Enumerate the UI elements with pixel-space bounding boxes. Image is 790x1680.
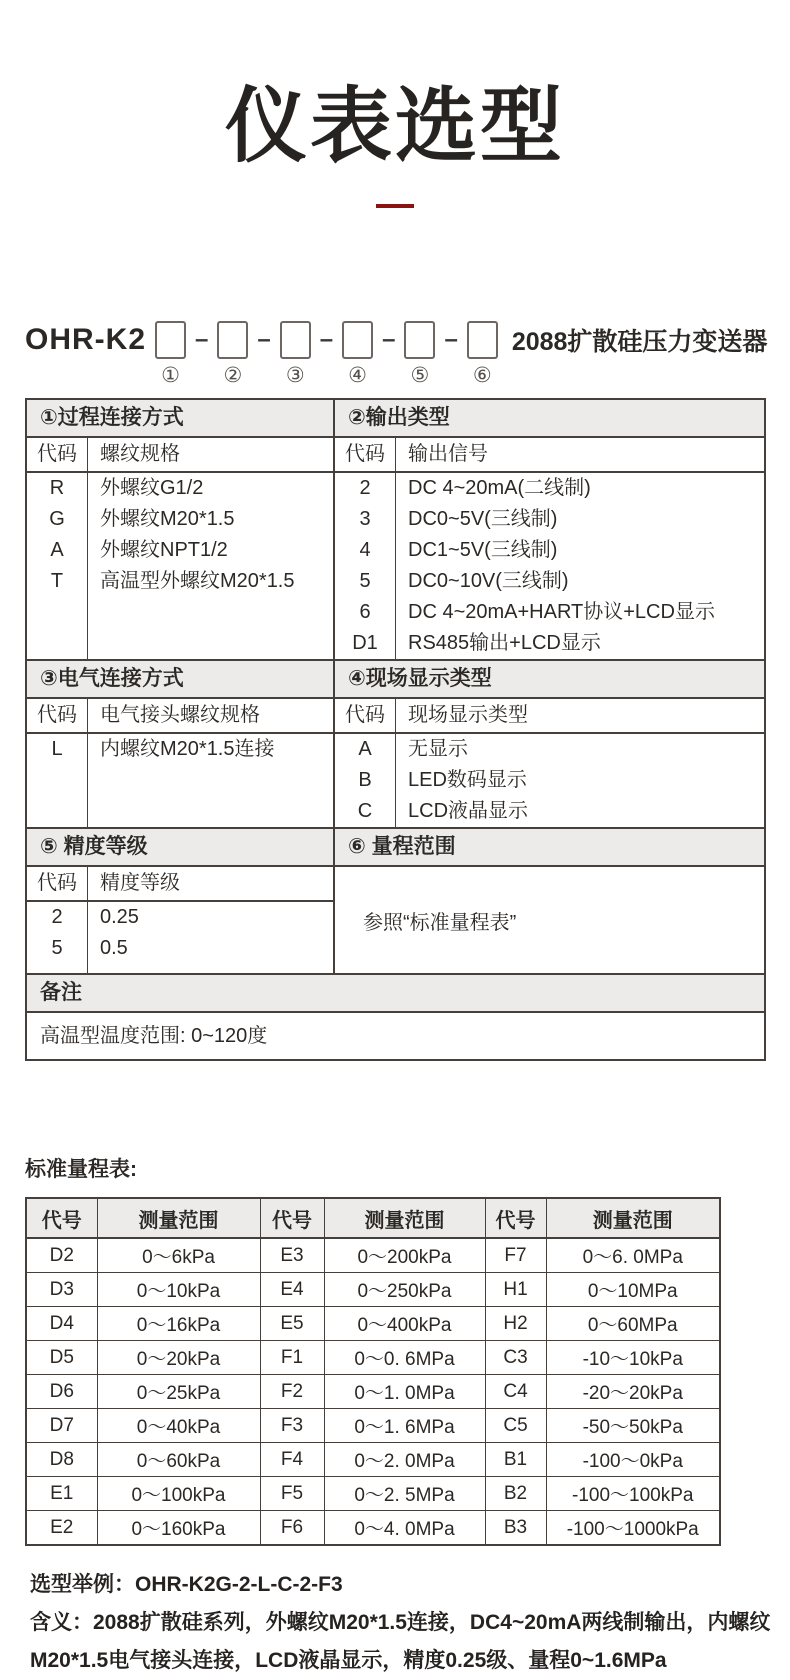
code-cell: 3 [359,508,371,531]
code-cell: R [49,477,65,500]
range-col-header: 代号 [260,1198,324,1238]
desc-cell: RS485输出+LCD显示 [408,632,601,655]
range-code-cell: E5 [260,1307,324,1341]
range-code-cell: E4 [260,1273,324,1307]
code-cell: 5 [359,570,371,593]
position-labels [155,356,498,394]
code-cell: C [357,800,373,823]
range-value-cell: 0～20kPa [97,1341,260,1375]
range-value-cell: 0～1. 0MPa [324,1375,485,1409]
range-table-row [26,1273,720,1307]
range-code-cell: D4 [26,1307,97,1341]
desc-cell: 外螺纹G1/2 [100,477,204,500]
range-value-cell: -100～100kPa [546,1477,720,1511]
code-cell: G [49,508,65,531]
table-row [335,796,764,827]
col-header-desc: 电气接头螺纹规格 [100,704,260,727]
range-table-label: 标准量程表: [25,1158,137,1182]
table-row [27,933,333,964]
range-table-row [26,1341,720,1375]
range-value-cell: 0～40kPa [97,1409,260,1443]
section-3-cell [27,699,333,827]
range-code-cell: F6 [260,1511,324,1546]
desc-cell: 外螺纹M20*1.5 [100,508,235,531]
section-5-subheader [27,867,333,902]
section-1-subheader [27,438,333,473]
desc-cell: LCD液晶显示 [408,800,529,823]
range-col-header: 测量范围 [97,1198,260,1238]
range-value-cell: -100～0kPa [546,1443,720,1477]
range-table-row [26,1238,720,1273]
table-row [335,628,764,659]
section-4-cell [333,699,764,827]
range-col-header: 代号 [26,1198,97,1238]
range-table-row [26,1443,720,1477]
table-row [27,504,333,535]
code-column-divider [87,699,88,827]
col-header-code: 代码 [37,872,77,895]
range-value-cell: -100～1000kPa [546,1511,720,1546]
col-header-code: 代码 [37,704,77,727]
dash-separator: – [195,326,209,354]
range-col-header: 测量范围 [324,1198,485,1238]
range-value-cell: 0～1. 6MPa [324,1409,485,1443]
range-value-cell: 0～0. 6MPa [324,1341,485,1375]
col-header-code: 代码 [345,704,385,727]
section-1-cell [27,438,333,659]
desc-cell: 0.5 [100,937,128,960]
code-cell: B [358,769,372,792]
desc-cell: 0.25 [100,906,139,929]
table-row [27,734,333,765]
range-value-cell: 0～16kPa [97,1307,260,1341]
range-value-cell: 0～25kPa [97,1375,260,1409]
section-5-rows [27,902,333,964]
col-header-desc: 输出信号 [408,443,488,466]
range-code-cell: C5 [485,1409,546,1443]
selection-example: 选型举例：OHR-K2G-2-L-C-2-F3 [30,1573,343,1597]
code-cell: 5 [51,937,63,960]
standard-range-table [25,1197,721,1546]
col-header-desc: 螺纹规格 [100,443,180,466]
range-value-cell: 0～160kPa [97,1511,260,1546]
dash-separator: – [257,326,271,354]
title-accent-line [376,204,414,208]
remark-title: 备注 [40,981,82,1005]
col-header-desc: 现场显示类型 [408,704,528,727]
section-body-3 [27,867,764,973]
table-row [335,597,764,628]
range-code-cell: F1 [260,1341,324,1375]
range-code-cell: E2 [26,1511,97,1546]
range-value-cell: 0～60kPa [97,1443,260,1477]
range-code-cell: C3 [485,1341,546,1375]
table-row [27,473,333,504]
range-code-cell: F5 [260,1477,324,1511]
desc-cell: 外螺纹NPT1/2 [100,539,228,562]
range-code-cell: F3 [260,1409,324,1443]
range-value-cell: 0～400kPa [324,1307,485,1341]
range-table-row [26,1511,720,1546]
range-value-cell: 0～10kPa [97,1273,260,1307]
range-code-cell: E3 [260,1238,324,1273]
range-value-cell: -10～10kPa [546,1341,720,1375]
section-body-1 [27,438,764,659]
range-code-cell: F7 [485,1238,546,1273]
section-header-band-2 [27,659,764,699]
model-code-line [25,320,790,360]
range-value-cell: 0～60MPa [546,1307,720,1341]
range-reference-note: 参照“标准量程表” [363,911,517,934]
range-code-cell: C4 [485,1375,546,1409]
position-label-2: ② [223,363,243,387]
code-cell: 6 [359,601,371,624]
range-value-cell: 0～2. 5MPa [324,1477,485,1511]
range-table-row [26,1477,720,1511]
range-value-cell: 0～6. 0MPa [546,1238,720,1273]
table-row [335,504,764,535]
range-value-cell: -20～20kPa [546,1375,720,1409]
section-3-subheader [27,699,333,734]
model-code-box-4 [342,321,373,359]
code-cell: D1 [352,632,378,655]
model-code-box-1 [155,321,186,359]
model-code-boxes [155,321,498,359]
range-code-cell: D2 [26,1238,97,1273]
position-label-3: ③ [285,363,305,387]
table-row [335,765,764,796]
table-row [27,535,333,566]
dash-separator: – [319,326,334,354]
code-cell: L [51,738,63,761]
footer-notes [30,1566,780,1680]
section-3-title: ③电气连接方式 [40,667,184,691]
table-row [335,535,764,566]
range-header-row [26,1198,720,1238]
desc-cell: DC1~5V(三线制) [408,539,558,562]
code-cell: 2 [359,477,371,500]
range-value-cell: 0～10MPa [546,1273,720,1307]
section-3-rows [27,734,333,765]
desc-cell: 高温型外螺纹M20*1.5 [100,570,295,593]
section-6-title: ⑥ 量程范围 [333,829,764,865]
position-label-1: ① [161,363,180,387]
model-code-box-3 [280,321,311,359]
desc-cell: DC0~5V(三线制) [408,508,558,531]
remark-text: 高温型温度范围: 0~120度 [40,1025,268,1048]
model-code-box-6 [467,321,498,359]
col-header-desc: 精度等级 [100,872,180,895]
range-value-cell: 0～100kPa [97,1477,260,1511]
model-code-box-5 [404,321,435,359]
section-5-cell [27,867,333,973]
code-cell: 2 [51,906,63,929]
section-header-band-1 [27,400,764,438]
section-6-cell [333,867,764,973]
page-title: 仪表选型 [224,81,565,172]
col-header-code: 代码 [37,443,77,466]
code-column-divider [87,438,88,659]
range-value-cell: 0～200kPa [324,1238,485,1273]
section-body-2 [27,699,764,827]
desc-cell: 无显示 [408,738,468,761]
table-row [335,566,764,597]
desc-cell: DC 4~20mA(二线制) [408,477,591,500]
range-code-cell: D5 [26,1341,97,1375]
model-suffix: 2088扩散硅压力变送器 [511,328,768,357]
code-column-divider [395,438,396,659]
range-value-cell: 0～250kPa [324,1273,485,1307]
col-header-code: 代码 [345,443,385,466]
table-row [335,734,764,765]
table-row [335,473,764,504]
range-code-cell: B1 [485,1443,546,1477]
desc-cell: 内螺纹M20*1.5连接 [100,738,275,761]
section-4-rows [335,734,764,827]
code-cell: A [358,738,372,761]
range-col-header: 测量范围 [546,1198,720,1238]
code-cell: A [50,539,64,562]
desc-cell: LED数码显示 [408,769,527,792]
code-column-divider [395,699,396,827]
remark-header-band [27,973,764,1013]
section-2-cell [333,438,764,659]
range-code-cell: F2 [260,1375,324,1409]
range-code-cell: D3 [26,1273,97,1307]
code-cell: T [50,570,64,593]
dash-separator: – [382,326,396,354]
position-labels-row [25,362,790,388]
section-4-title: ④现场显示类型 [333,661,764,697]
section-4-subheader [335,699,764,734]
range-code-cell: D8 [26,1443,97,1477]
position-label-4: ④ [348,363,367,387]
range-value-cell: 0～6kPa [97,1238,260,1273]
model-code-box-2 [217,321,248,359]
section-1-rows [27,473,333,597]
desc-cell: DC0~10V(三线制) [408,570,569,593]
selection-meaning: 含义：2088扩散硅系列，外螺纹M20*1.5连接，DC4~20mA两线制输出，内螺纹M20*1.5电气接头连接，LCD液晶显示，精度0.25级、量程0~1.6MPa [30,1611,771,1673]
section-2-rows [335,473,764,659]
range-code-cell: H2 [485,1307,546,1341]
dash-separator: – [444,326,458,354]
code-column-divider [87,867,88,973]
range-table-body [26,1238,720,1545]
code-cell: 4 [359,539,371,562]
range-code-cell: E1 [26,1477,97,1511]
range-col-header: 代号 [485,1198,546,1238]
range-code-cell: F4 [260,1443,324,1477]
range-table-row [26,1409,720,1443]
table-row [27,566,333,597]
range-value-cell: 0～2. 0MPa [324,1443,485,1477]
section-1-title: ①过程连接方式 [40,406,184,430]
range-code-cell: B3 [485,1511,546,1546]
range-code-cell: H1 [485,1273,546,1307]
position-label-6: ⑥ [472,363,492,387]
section-header-band-3 [27,827,764,867]
range-code-cell: D6 [26,1375,97,1409]
position-label-5: ⑤ [410,363,430,387]
range-table-row [26,1375,720,1409]
table-row [27,902,333,933]
range-code-cell: B2 [485,1477,546,1511]
section-2-title: ②输出类型 [333,400,764,436]
section-2-subheader [335,438,764,473]
model-prefix: OHR-K2 [25,323,147,357]
selection-table [25,398,766,1061]
range-value-cell: -50～50kPa [546,1409,720,1443]
desc-cell: DC 4~20mA+HART协议+LCD显示 [408,601,715,624]
range-value-cell: 0～4. 0MPa [324,1511,485,1546]
section-5-title: ⑤ 精度等级 [40,835,148,859]
range-code-cell: D7 [26,1409,97,1443]
range-table-row [26,1307,720,1341]
